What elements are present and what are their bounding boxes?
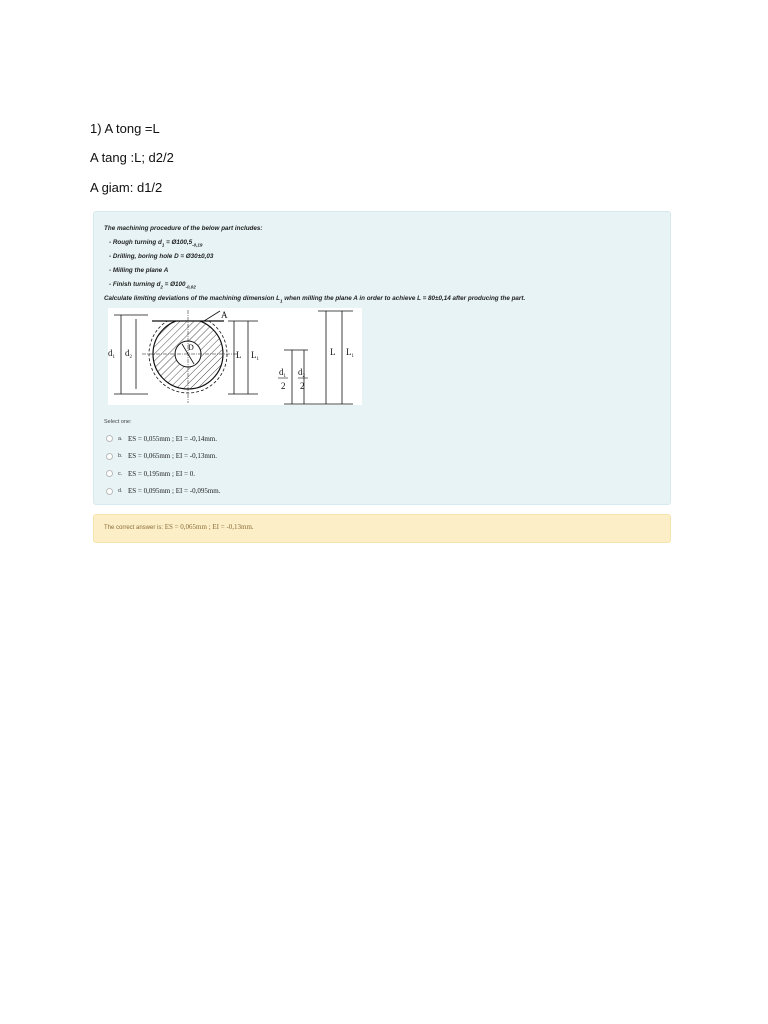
- note-line-1: 1) A tong =L: [90, 121, 160, 136]
- note-line-2: A tang :L; d2/2: [90, 150, 174, 166]
- option-text: ES = 0,065mm ; EI = -0,13mm.: [128, 452, 217, 461]
- label-hole-d: D: [188, 343, 194, 352]
- answer-option-d[interactable]: [106, 483, 220, 501]
- part-cross-section: [142, 310, 238, 403]
- label-d2-denominator: 2: [300, 381, 305, 391]
- label-d2-fraction: $d_2$: [298, 367, 305, 379]
- label-d1-fraction: $d_1$: [279, 367, 286, 379]
- label-d2: $d_2$: [125, 348, 132, 360]
- label-l-left: L: [236, 350, 242, 360]
- feedback-prefix: The correct answer is:: [104, 525, 165, 531]
- correct-answer-feedback: [93, 514, 671, 543]
- radio-button-icon[interactable]: [106, 453, 113, 460]
- dimension-chain: [278, 311, 353, 404]
- option-letter: a.: [118, 435, 123, 442]
- option-letter: d.: [118, 488, 123, 495]
- radio-button-icon[interactable]: [106, 488, 113, 495]
- step-4: - Finish turning $d_2$ = $Ø100_{-0,02}$: [109, 281, 196, 290]
- radio-button-icon[interactable]: [106, 470, 113, 477]
- label-l1-right: $L_1$: [346, 347, 354, 359]
- answer-option-c[interactable]: [106, 465, 220, 483]
- part-drawing: [108, 308, 362, 405]
- option-text: ES = 0,055mm ; EI = -0,14mm.: [128, 434, 217, 443]
- feedback-answer: ES = 0,065mm ; EI = -0,13mm.: [164, 523, 254, 531]
- step-2: - Drilling, boring hole D = Ø30±0,03: [109, 253, 214, 260]
- answer-option-a[interactable]: [106, 430, 220, 448]
- note-line-3: A giam: d1/2: [90, 179, 163, 195]
- select-one-label: Select one:: [104, 419, 132, 425]
- option-text: ES = 0,195mm ; EI = 0.: [128, 469, 196, 478]
- calc-instruction: Calculate limiting deviations of the machining dimension $L_1$ when milling the plane A in order to achieve L = 80±0,14 after producing the part.: [104, 295, 526, 304]
- label-l1-left: $L_1$: [251, 350, 259, 362]
- step-3: - Milling the plane A: [109, 267, 169, 274]
- label-l-right: L: [330, 347, 336, 357]
- radio-button-icon[interactable]: [106, 435, 113, 442]
- label-d1-denominator: 2: [281, 381, 286, 391]
- question-intro: The machining procedure of the below part includes:: [104, 225, 263, 232]
- figure-labels: [108, 310, 355, 391]
- answer-option-b[interactable]: [106, 448, 220, 466]
- option-text: ES = 0,095mm ; EI = -0,095mm.: [128, 487, 221, 496]
- answer-options: [106, 430, 220, 500]
- label-d1: $d_1$: [108, 348, 115, 360]
- step-1: - Rough turning $d_1$ = $Ø100,5_{-0,19}$: [109, 239, 203, 248]
- option-letter: c.: [118, 470, 123, 477]
- notes: [90, 122, 174, 210]
- question-box: [93, 211, 671, 505]
- label-plane-a: A: [221, 310, 228, 320]
- question-text: [104, 222, 525, 306]
- option-letter: b.: [118, 453, 123, 460]
